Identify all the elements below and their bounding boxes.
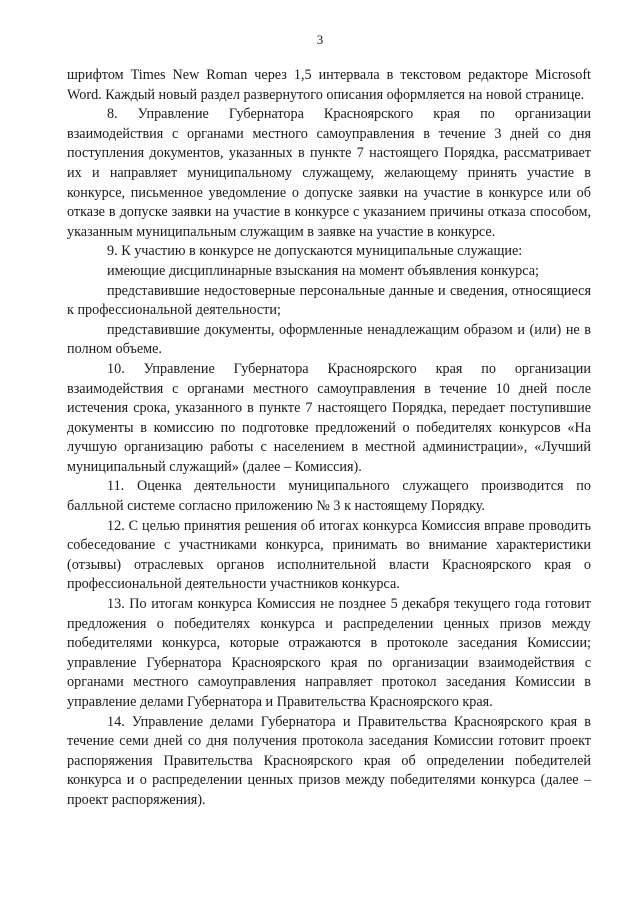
paragraph-item-14: 14. Управление делами Губернатора и Правительства Красноярского края в течение семи дней со дня получения протокола заседания Комиссии готовит проект распоряжения Правительства Красноярского края об определении победителей конкурса и о распределении ценных призов между победителями конкурса (далее – проект распоряжения).: [67, 713, 591, 808]
paragraph-item-13: 13. По итогам конкурса Комиссия не позднее 5 декабря текущего года готовит предложения о победителях конкурса и распределении ценных призов между победителями конкурса, которые отражаются в протоколе заседания Комиссии; управление Губернатора Красноярского края по организации взаимодействия с органами местного самоуправления направляет протокол заседания Комиссии в управление делами Губернатора и Правительства Красноярского края.: [67, 596, 591, 710]
paragraph-item-9-sub-1: имеющие дисциплинарные взыскания на момент объявления конкурса;: [107, 262, 539, 279]
paragraph-continuation: шрифтом Times New Roman через 1,5 интервала в текстовом редакторе Microsoft Word. Каждый новый раздел развернутого описания оформляется на новой странице.: [67, 67, 591, 103]
paragraph-item-11: 11. Оценка деятельности муниципального служащего производится по балльной системе согласно приложению № 3 к настоящему Порядку.: [67, 478, 591, 515]
document-body: [67, 66, 591, 811]
paragraph-item-12: 12. С целью принятия решения об итогах конкурса Комиссия вправе проводить собеседование с участниками конкурса, принимать во внимание характеристики (отзывы) отраслевых органов исполнительной власти Красноярского края о профессиональной деятельности участников конкурса.: [67, 517, 591, 593]
paragraph-item-8: 8. Управление Губернатора Красноярского края по организации взаимодействия с органами местного самоуправления в течение 3 дней со дня поступления документов, указанных в пункте 7 настоящего Порядка, рассматривает их и направляет муниципальному служащему, желающему принять участие в конкурсе, письменное уведомление о допуске заявки на участие в конкурсе или об отказе в допуске заявки на участие в конкурсе с указанием причины отказа способом, указанным муниципальным служащим в заявке на участие в конкурсе.: [67, 106, 591, 240]
paragraph-item-9-sub-3: представившие документы, оформленные ненадлежащим образом и (или) не в полном объеме.: [67, 321, 591, 358]
paragraph-item-9-sub-2: представившие недостоверные персональные данные и сведения, относящиеся к профессиональной деятельности;: [67, 282, 591, 319]
page-number: 3: [316, 32, 324, 47]
paragraph-item-10: 10. Управление Губернатора Красноярского края по организации взаимодействия с органами местного самоуправления в течение 10 дней после истечения срока, указанного в пункте 7 настоящего Порядка, передает поступившие документы в комиссию по подготовке предложений о победителях конкурсов «На лучшую организацию работы с населением в местной администрации», «Лучший муниципальный служащий» (далее – Комиссия).: [67, 360, 591, 475]
paragraph-item-9: 9. К участию в конкурсе не допускаются муниципальные служащие:: [107, 243, 523, 260]
